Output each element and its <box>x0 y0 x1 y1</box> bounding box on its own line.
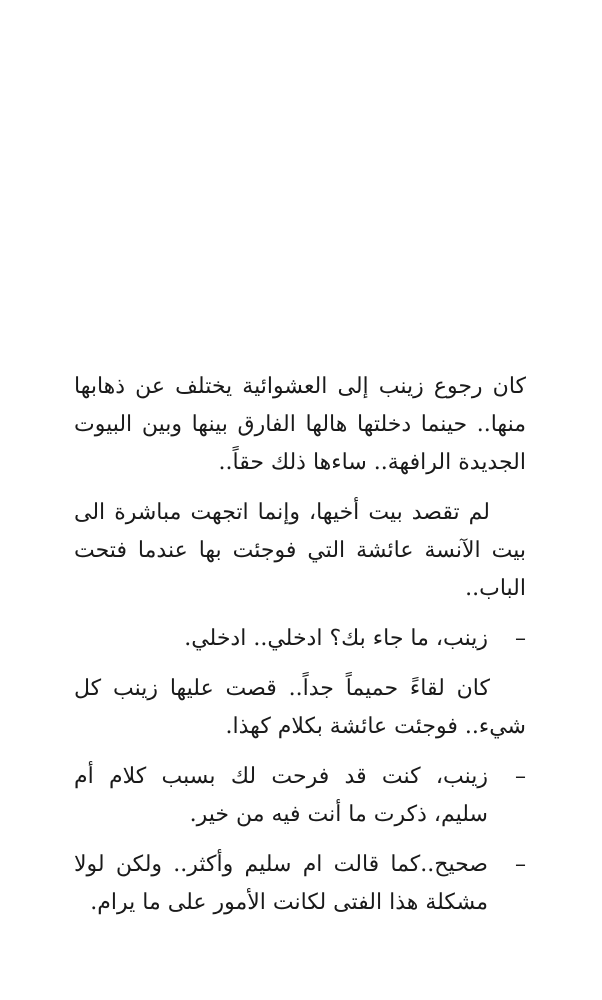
dialogue-line-1 <box>74 620 526 658</box>
dialogue-dash: – <box>515 852 526 877</box>
book-page-text <box>74 368 526 934</box>
dialogue-dash: – <box>515 764 526 789</box>
paragraph-1: كان رجوع زينب إلى العشوائية يختلف عن ذهابها منها.. حينما دخلتها هالها الفارق بينها وبين البيوت الجديدة الرافهة.. ساءها ذلك حقاً.. <box>74 374 526 475</box>
paragraph-3: كان لقاءً حميماً جداً.. قصت عليها زينب كل شيء.. فوجئت عائشة بكلام كهذا. <box>74 676 526 739</box>
dialogue-line-3 <box>74 846 526 922</box>
dialogue-text: زينب، كنت قد فرحت لك بسبب كلام أم سليم، ذكرت ما أنت فيه من خير. <box>74 764 488 827</box>
dialogue-dash: – <box>515 626 526 651</box>
paragraph-2: لم تقصد بيت أخيها، وإنما اتجهت مباشرة الى بيت الآنسة عائشة التي فوجئت بها عندما فتحت الباب.. <box>74 500 526 601</box>
dialogue-line-2 <box>74 758 526 834</box>
dialogue-text: صحيح..كما قالت ام سليم وأكثر.. ولكن لولا مشكلة هذا الفتى لكانت الأمور على ما يرام. <box>74 852 488 915</box>
dialogue-text: زينب، ما جاء بك؟ ادخلي.. ادخلي. <box>184 626 488 651</box>
